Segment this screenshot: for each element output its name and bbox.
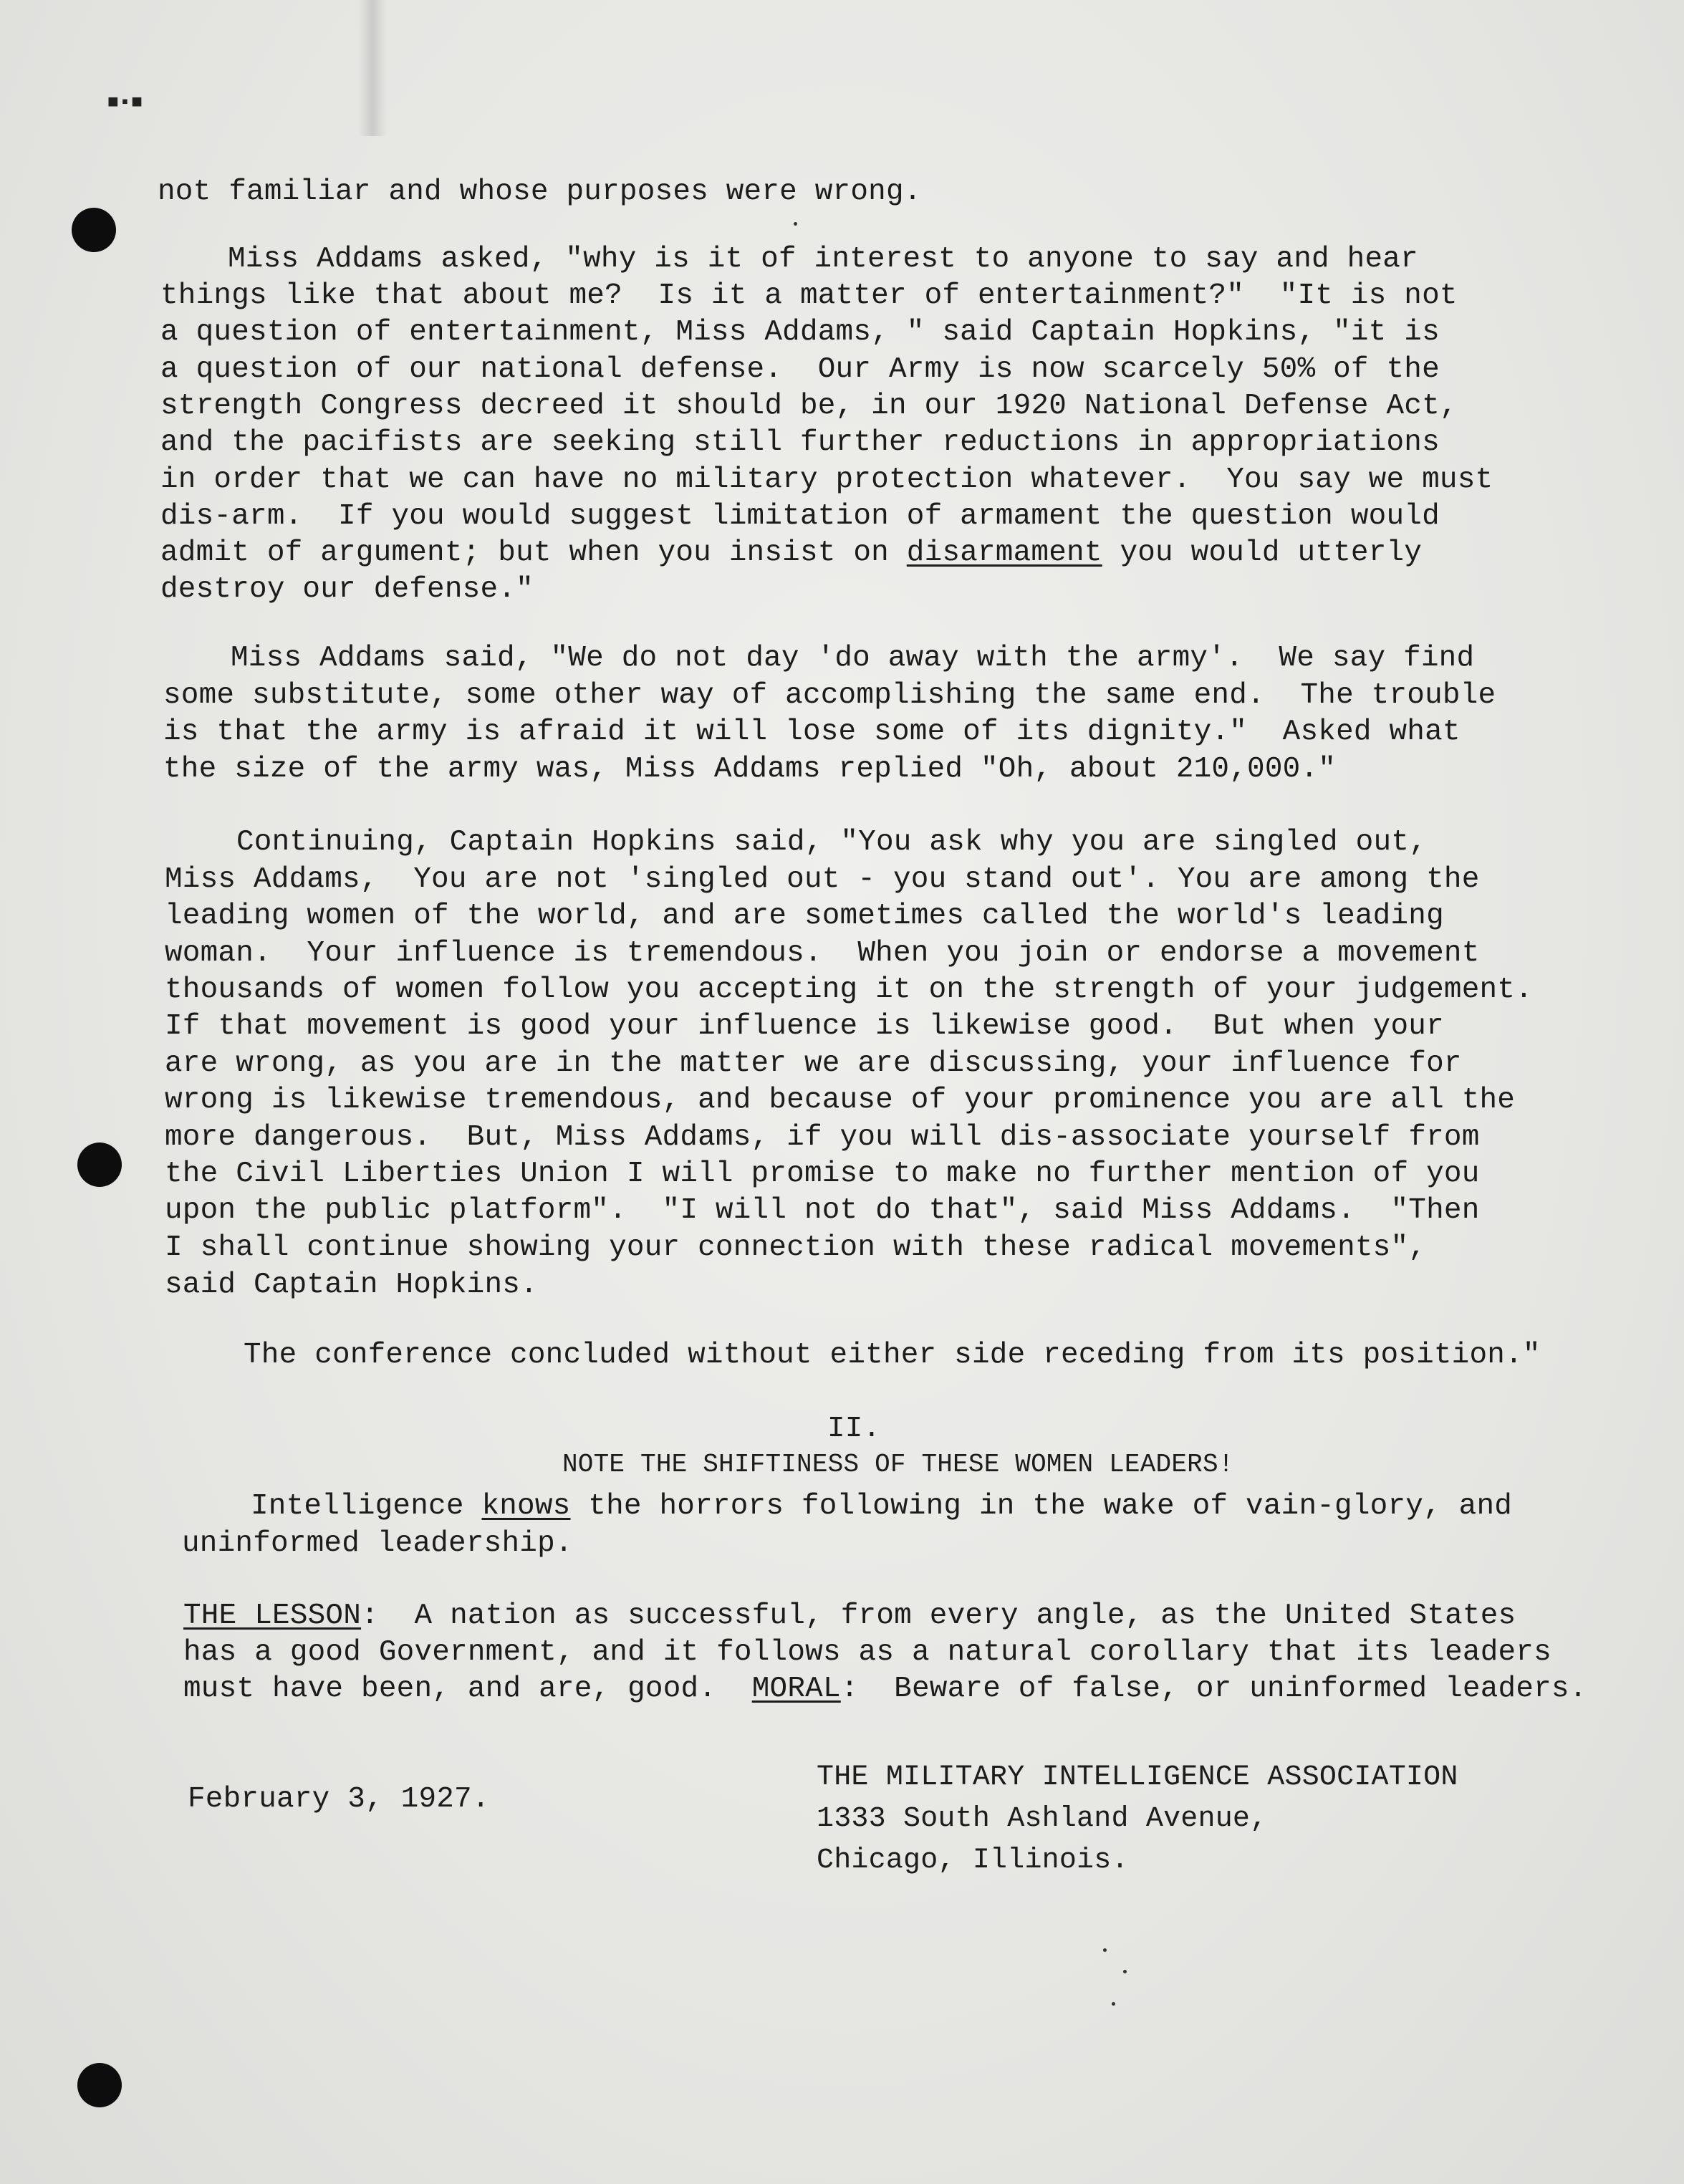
para-5-line [251, 1492, 1512, 1521]
para-1-text: admit of argument; but when you insist on [160, 537, 907, 569]
para-1-line [160, 539, 1422, 568]
para-3-line: leading women of the world, and are sometimes called the world's leading [165, 900, 1444, 933]
para-3-line: the Civil Liberties Union I will promise to make no further mention of you [165, 1158, 1480, 1190]
para-1-line: and the pacifists are seeking still further reductions in appropriations [160, 426, 1440, 459]
moral-label: MORAL [751, 1673, 841, 1706]
para-3-line: more dangerous. But, Miss Addams, if you will dis-associate yourself from [165, 1121, 1480, 1154]
corner-mark: ■▪■ [107, 92, 143, 113]
para-2-line: Miss Addams said, "We do not day 'do away with the army'. We say find [231, 642, 1475, 675]
lesson-line [183, 1675, 1587, 1704]
para-3-line: are wrong, as you are in the matter we are discussing, your influence for [165, 1047, 1462, 1080]
speck [1123, 1970, 1127, 1973]
para-2-line: the size of the army was, Miss Addams replied "Oh, about 210,000." [163, 753, 1337, 786]
punch-hole-top [72, 208, 116, 252]
para-3-line: woman. Your influence is tremendous. When you join or endorse a movement [165, 937, 1480, 970]
lesson-text: : Beware of false, or uninformed leaders. [840, 1673, 1587, 1706]
para-4-line: The conference concluded without either side receding from its position." [244, 1339, 1541, 1372]
date: February 3, 1927. [188, 1783, 490, 1816]
speck [794, 222, 797, 226]
para-5-text: Intelligence [251, 1490, 482, 1523]
lesson-line: has a good Government, and it follows as a natural corollary that its leaders [183, 1636, 1551, 1669]
lesson-text: must have been, and are, good. [183, 1673, 752, 1706]
signature-line: 1333 South Ashland Avenue, [817, 1803, 1268, 1835]
speck [1103, 1948, 1107, 1952]
opening-line: not familiar and whose purposes were wrong. [158, 175, 922, 208]
section-numeral: II. [827, 1413, 881, 1445]
punch-hole-middle [77, 1142, 122, 1187]
para-1-line: Miss Addams asked, "why is it of interest to anyone to say and hear [228, 243, 1418, 276]
para-1-line: in order that we can have no military protection whatever. You say we must [160, 463, 1493, 496]
para-5-line: uninformed leadership. [182, 1527, 573, 1560]
lesson-text: : A nation as successful, from every angle, as the United States [361, 1599, 1516, 1632]
speck [1112, 2002, 1115, 2006]
para-2-line: some substitute, some other way of accomplishing the same end. The trouble [163, 679, 1496, 712]
para-1-line: destroy our defense." [160, 573, 534, 606]
para-3-line: wrong is likewise tremendous, and because of your prominence you are all the [165, 1084, 1516, 1117]
para-3-line: Continuing, Captain Hopkins said, "You ask why you are singled out, [236, 826, 1427, 859]
para-1-line: things like that about me? Is it a matter of entertainment?" "It is not [160, 279, 1458, 312]
para-3-line: upon the public platform". "I will not do that", said Miss Addams. "Then [165, 1194, 1480, 1227]
para-1-line: a question of our national defense. Our Army is now scarcely 50% of the [160, 353, 1440, 386]
lesson-line [183, 1599, 1516, 1632]
signature-line: Chicago, Illinois. [817, 1844, 1129, 1877]
underlined-knows: knows [481, 1490, 571, 1523]
para-1-line: a question of entertainment, Miss Addams, " said Captain Hopkins, "it is [160, 316, 1440, 349]
section-heading: NOTE THE SHIFTINESS OF THESE WOMEN LEADERS! [562, 1450, 1234, 1479]
punch-hole-bottom [77, 2063, 122, 2107]
para-3-line: said Captain Hopkins. [165, 1269, 538, 1302]
para-3-line: Miss Addams, You are not 'singled out - you stand out'. You are among the [165, 863, 1480, 896]
para-1-text: you would utterly [1102, 537, 1423, 569]
para-1-line: dis-arm. If you would suggest limitation of armament the question would [160, 500, 1440, 533]
lesson-label: THE LESSON [183, 1599, 362, 1632]
signature-line: THE MILITARY INTELLIGENCE ASSOCIATION [817, 1761, 1458, 1794]
para-5-text: the horrors following in the wake of vain-glory, and [570, 1490, 1513, 1523]
para-3-line: I shall continue showing your connection with these radical movements", [165, 1231, 1427, 1264]
paper-fold-shadow [358, 0, 387, 136]
para-3-line: If that movement is good your influence is likewise good. But when your [165, 1010, 1444, 1043]
para-3-line: thousands of women follow you accepting it on the strength of your judgement. [165, 973, 1533, 1006]
para-2-line: is that the army is afraid it will lose some of its dignity." Asked what [163, 716, 1461, 749]
para-1-line: strength Congress decreed it should be, in our 1920 National Defense Act, [160, 390, 1458, 423]
underlined-disarmament: disarmament [906, 537, 1102, 569]
